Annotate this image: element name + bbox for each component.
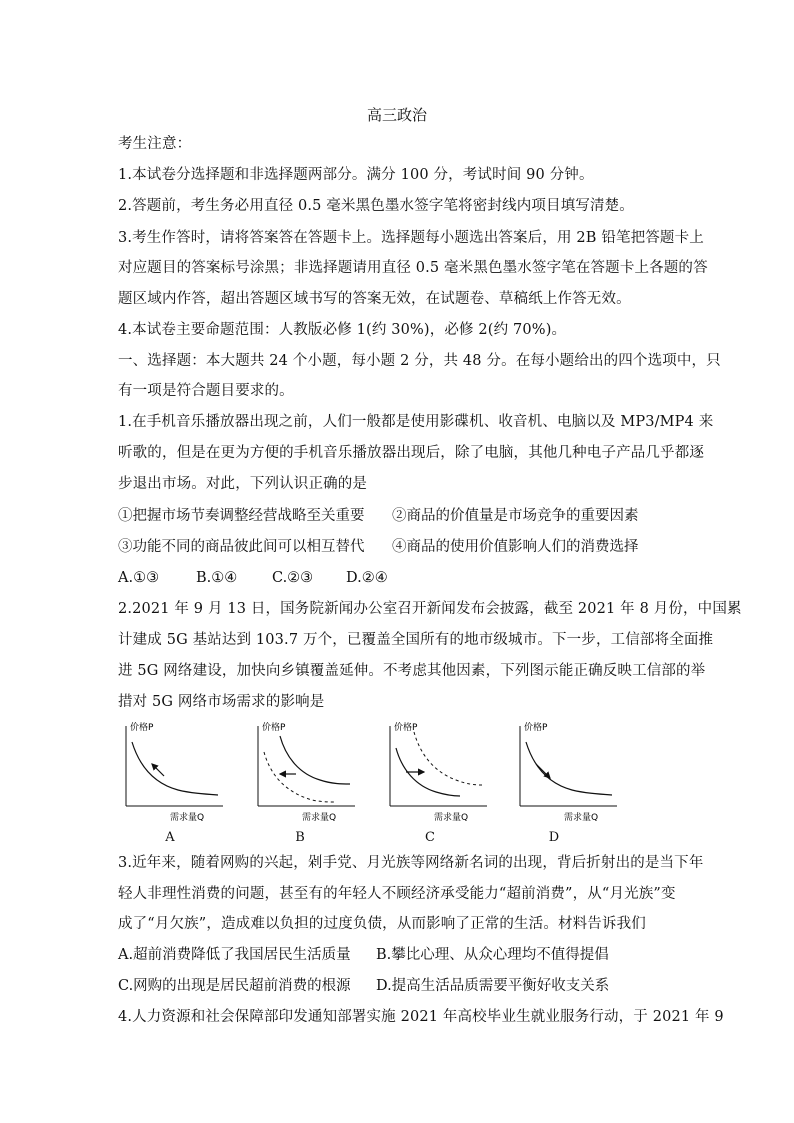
q4-stem: 4.人力资源和社会保障部印发通知部署实施 2021 年高校毕业生就业服务行动，于 2021 年 9 [118, 1009, 724, 1025]
q1-option-a: A.①③ [118, 570, 160, 586]
q2-graph-d [512, 718, 622, 843]
notice-item-2: 2.答题前，考生务必用直径 0.5 毫米黑色墨水签字笔将密封线内项目填写清楚。 [118, 198, 634, 214]
q2-stem-cont: 计建成 5G 基站达到 103.7 万个，已覆盖全国所有的地市级城市。下一步，工信部将全面推 [118, 632, 714, 648]
q3-stem: 3.近年来，随着网购的兴起，剁手党、月光族等网络新名词的出现，背后折射出的是当下年 [118, 855, 704, 871]
q1-option-b: B.①④ [196, 570, 238, 586]
x-axis-label: 需求量Q [564, 813, 599, 823]
graph-caption-a: A [165, 830, 175, 845]
q2-graph-c [382, 718, 492, 843]
q1-stem-cont2: 步退出市场。对此，下列认识正确的是 [118, 476, 368, 492]
q3-stem-cont: 轻人非理性消费的问题，甚至有的年轻人不顾经济承受能力“超前消费”，从“月光族”变 [118, 886, 676, 902]
shifted-demand-curve [414, 732, 482, 785]
q1-stem-cont: 听歌的，但是在更为方便的手机音乐播放器出现后，除了电脑，其他几种电子产品几乎都逐 [118, 445, 704, 461]
q1-statement-1: ①把握市场节奏调整经营战略至关重要 [118, 508, 365, 524]
movement-arrow [152, 764, 164, 776]
notice-item-4: 4.本试卷主要命题范围：人教版必修 1(约 30%)，必修 2(约 70%)。 [118, 322, 567, 338]
section-heading-cont: 有一项是符合题目要求的。 [118, 383, 294, 399]
notice-item-1: 1.本试卷分选择题和非选择题两部分。满分 100 分，考试时间 90 分钟。 [118, 167, 594, 183]
demand-curve [132, 742, 218, 795]
q1-stem: 1.在手机音乐播放器出现之前，人们一般都是使用影碟机、收音机、电脑以及 MP3/MP4 来 [118, 414, 714, 430]
q1-statement-4: ④商品的使用价值影响人们的消费选择 [392, 539, 639, 555]
notice-heading: 考生注意： [118, 136, 192, 152]
y-axis-label: 价格P [394, 723, 418, 733]
graph-caption-b: B [295, 830, 305, 845]
section-heading: 一、选择题：本大题共 24 个小题，每小题 2 分，共 48 分。在每小题给出的四个选项中，只 [118, 353, 721, 369]
q1-statement-3: ③功能不同的商品彼此间可以相互替代 [118, 539, 365, 555]
q1-option-d: D.②④ [346, 570, 388, 586]
q1-option-c: C.②③ [272, 570, 314, 586]
shifted-demand-curve [264, 752, 336, 802]
y-axis-label: 价格P [262, 723, 286, 733]
movement-arrow [536, 764, 550, 778]
y-axis-label: 价格P [130, 723, 154, 733]
graph-caption-d: D [548, 830, 560, 845]
q3-stem-cont2: 成了“月欠族”，造成难以负担的过度负债，从而影响了正常的生活。材料告诉我们 [118, 916, 646, 932]
page-title: 高三政治 [366, 106, 427, 124]
q2-stem-cont3: 措对 5G 网络市场需求的影响是 [118, 694, 325, 710]
q3-option-b: B.攀比心理、从众心理均不值得提倡 [376, 947, 609, 963]
q3-option-d: D.提高生活品质需要平衡好收支关系 [376, 978, 610, 994]
graph-caption-c: C [425, 830, 435, 845]
x-axis-label: 需求量Q [302, 813, 337, 823]
q1-statement-2: ②商品的价值量是市场竞争的重要因素 [392, 508, 639, 524]
q3-option-c: C.网购的出现是居民超前消费的根源 [118, 978, 351, 994]
q2-graph-a [118, 718, 228, 843]
notice-item-3-cont: 对应题目的答案标号涂黑；非选择题请用直径 0.5 毫米黑色墨水签字笔在答题卡上各题的答 [118, 260, 708, 276]
original-demand-curve [280, 736, 350, 784]
original-demand-curve [396, 748, 460, 796]
x-axis-label: 需求量Q [434, 813, 469, 823]
q2-stem: 2.2021 年 9 月 13 日，国务院新闻办公室召开新闻发布会披露，截至 2021 年 8 月份，中国累 [118, 601, 742, 617]
q2-graph-b [250, 718, 360, 843]
x-axis-label: 需求量Q [170, 813, 205, 823]
notice-item-3-cont2: 题区域内作答，超出答题区域书写的答案无效，在试题卷、草稿纸上作答无效。 [118, 291, 631, 307]
q3-option-a: A.超前消费降低了我国居民生活质量 [118, 947, 351, 963]
q2-stem-cont2: 进 5G 网络建设，加快向乡镇覆盖延伸。不考虑其他因素，下列图示能正确反映工信部的举 [118, 663, 706, 679]
y-axis-label: 价格P [524, 723, 548, 733]
demand-curve [526, 742, 612, 795]
notice-item-3: 3.考生作答时，请将答案答在答题卡上。选择题每小题选出答案后，用 2B 铅笔把答题卡上 [118, 230, 704, 246]
